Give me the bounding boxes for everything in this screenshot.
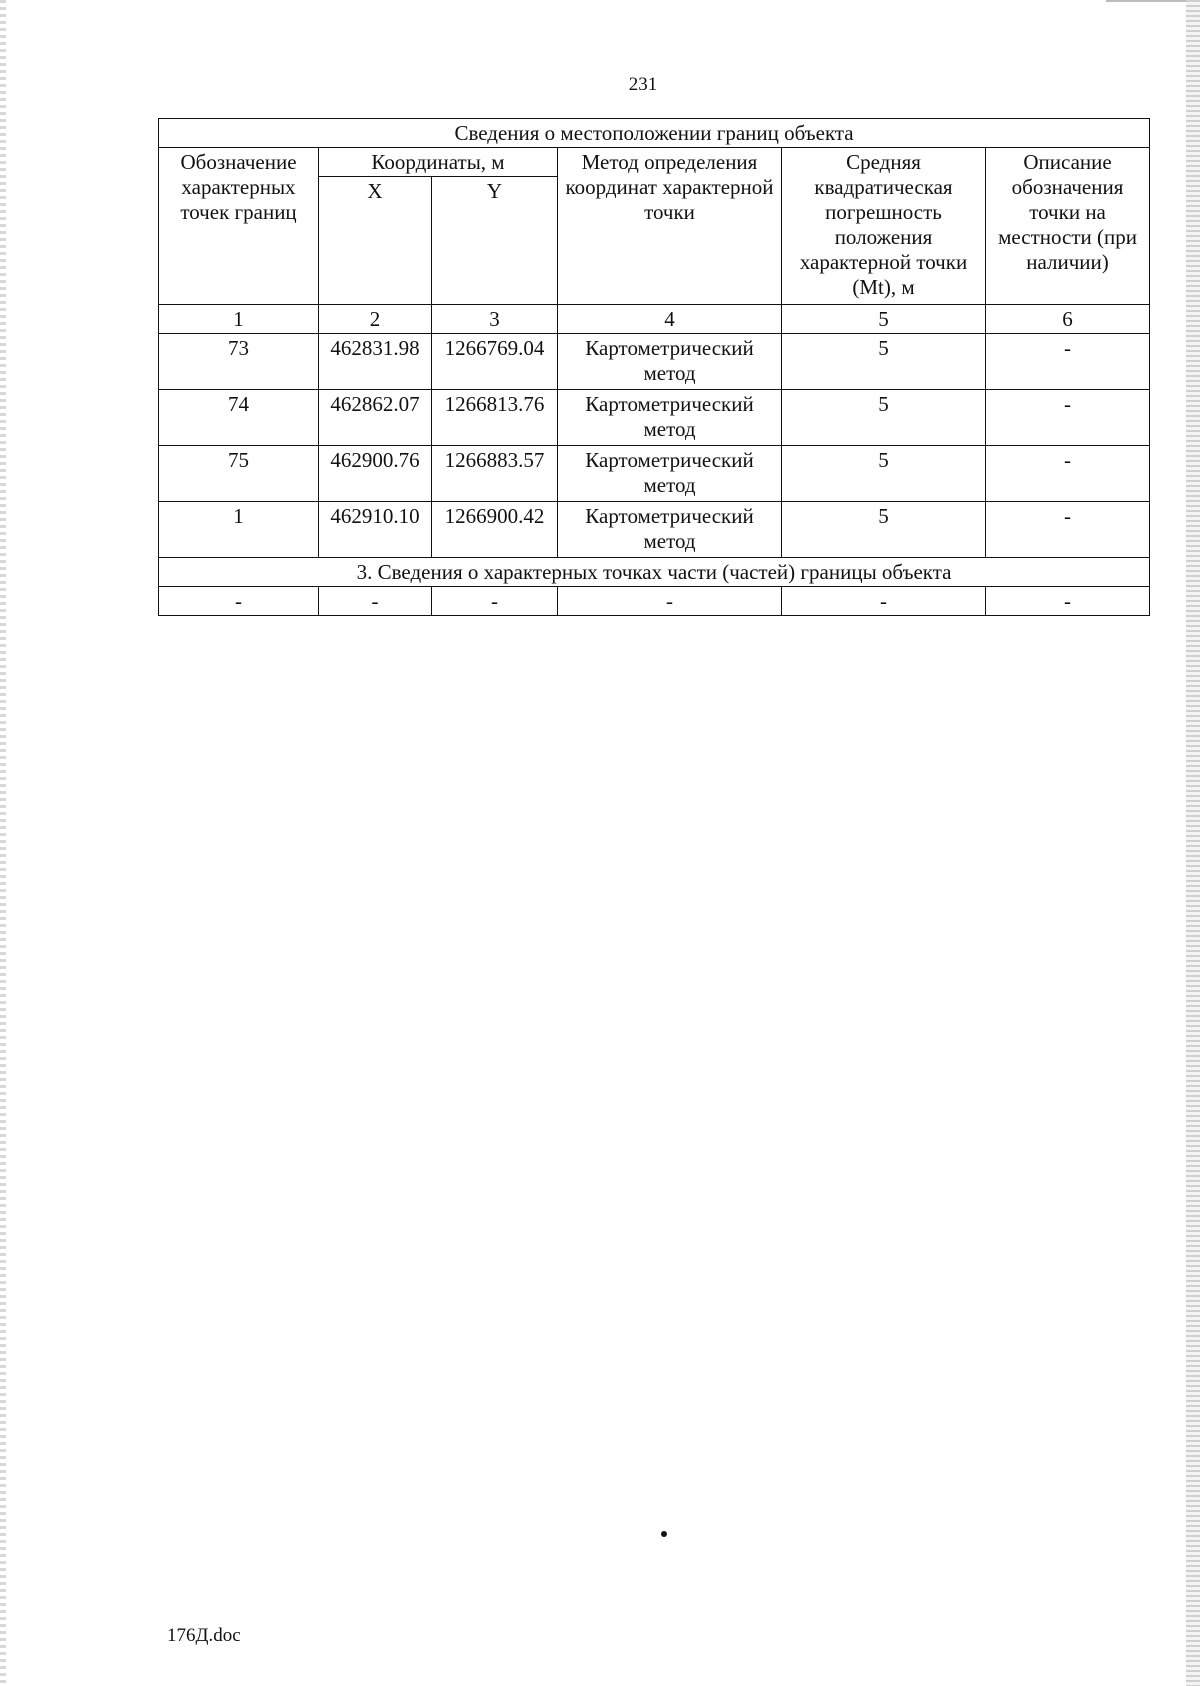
scan-edge-top bbox=[1106, 0, 1186, 2]
column-number: 6 bbox=[986, 305, 1150, 334]
cell-description: - bbox=[986, 502, 1150, 558]
cell-error: 5 bbox=[782, 334, 986, 390]
cell-method: Картометрический метод bbox=[558, 334, 782, 390]
scan-edge-left bbox=[0, 0, 6, 1686]
column-number: 1 bbox=[159, 305, 319, 334]
section3-row bbox=[159, 587, 1150, 616]
header-x: X bbox=[319, 177, 432, 305]
header-error: Средняя квадратическая погрешность положения характерной точки (Mt), м bbox=[782, 148, 986, 305]
cell-description: - bbox=[986, 446, 1150, 502]
cell-y: 1266769.04 bbox=[432, 334, 558, 390]
header-row bbox=[159, 148, 1150, 177]
boundary-table bbox=[158, 118, 1150, 616]
section3-cell: - bbox=[319, 587, 432, 616]
section3-cell: - bbox=[986, 587, 1150, 616]
cell-method: Картометрический метод bbox=[558, 446, 782, 502]
header-description: Описание обозначения точки на местности (при наличии) bbox=[986, 148, 1150, 305]
table-title-row bbox=[159, 119, 1150, 148]
cell-error: 5 bbox=[782, 446, 986, 502]
column-number: 3 bbox=[432, 305, 558, 334]
cell-point: 74 bbox=[159, 390, 319, 446]
cell-description: - bbox=[986, 334, 1150, 390]
cell-description: - bbox=[986, 390, 1150, 446]
table-title: Сведения о местоположении границ объекта bbox=[159, 119, 1150, 148]
cell-method: Картометрический метод bbox=[558, 502, 782, 558]
cell-error: 5 bbox=[782, 502, 986, 558]
table-row bbox=[159, 390, 1150, 446]
section3-cell: - bbox=[558, 587, 782, 616]
header-designation: Обозначение характерных точек границ bbox=[159, 148, 319, 305]
header-method: Метод определения координат характерной точки bbox=[558, 148, 782, 305]
cell-point: 75 bbox=[159, 446, 319, 502]
column-number: 4 bbox=[558, 305, 782, 334]
table-row bbox=[159, 334, 1150, 390]
cell-x: 462900.76 bbox=[319, 446, 432, 502]
cell-point: 73 bbox=[159, 334, 319, 390]
section3-cell: - bbox=[159, 587, 319, 616]
page-number: 231 bbox=[628, 74, 658, 95]
cell-method: Картометрический метод bbox=[558, 390, 782, 446]
column-number: 5 bbox=[782, 305, 986, 334]
cell-x: 462831.98 bbox=[319, 334, 432, 390]
scan-edge-right bbox=[1186, 0, 1200, 1686]
column-numbers-row bbox=[159, 305, 1150, 334]
footer-filename: 176Д.doc bbox=[167, 1625, 241, 1646]
cell-x: 462862.07 bbox=[319, 390, 432, 446]
column-number: 2 bbox=[319, 305, 432, 334]
stray-dot bbox=[661, 1531, 667, 1537]
cell-y: 1266883.57 bbox=[432, 446, 558, 502]
section3-cell: - bbox=[432, 587, 558, 616]
cell-x: 462910.10 bbox=[319, 502, 432, 558]
section3-cell: - bbox=[782, 587, 986, 616]
table-row bbox=[159, 502, 1150, 558]
cell-point: 1 bbox=[159, 502, 319, 558]
header-coords: Координаты, м bbox=[319, 148, 558, 177]
header-y: Y bbox=[432, 177, 558, 305]
section3-title: 3. Сведения о характерных точках части (частей) границы объекта bbox=[159, 558, 1150, 587]
cell-error: 5 bbox=[782, 390, 986, 446]
table-row bbox=[159, 446, 1150, 502]
section3-title-row bbox=[159, 558, 1150, 587]
cell-y: 1266813.76 bbox=[432, 390, 558, 446]
cell-y: 1266900.42 bbox=[432, 502, 558, 558]
